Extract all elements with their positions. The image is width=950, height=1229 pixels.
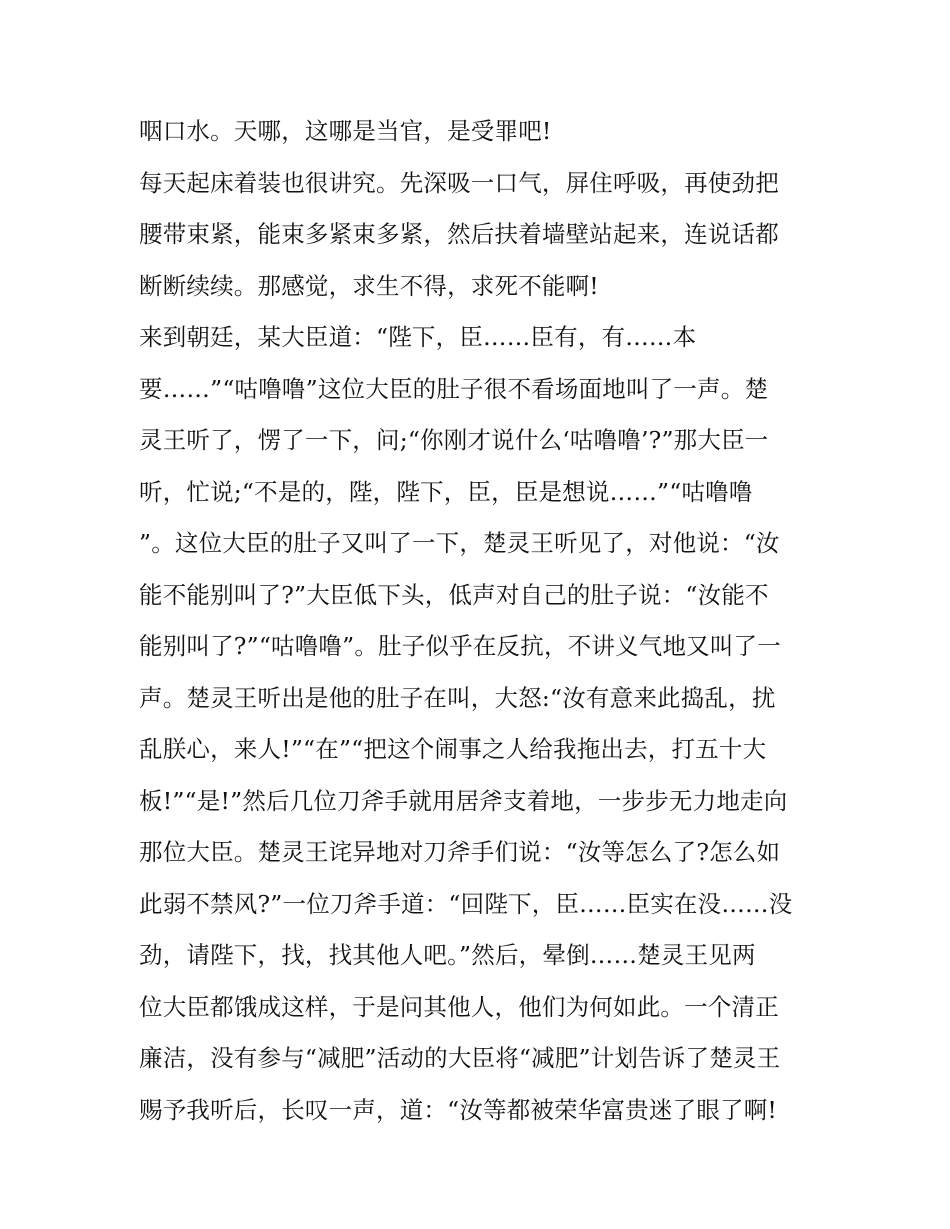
text-line: 每天起床着装也很讲究。先深吸一口气，屏住呼吸，再使劲把 <box>139 168 779 197</box>
text-line: 断断续续。那感觉，求生不得，求死不能啊! <box>139 271 599 300</box>
text-line: 腰带束紧，能束多紧束多紧，然后扶着墙壁站起来，连说话都 <box>139 220 779 248</box>
text-line: 要……”“咕噜噜”这位大臣的肚子很不看场面地叫了一声。楚 <box>139 374 769 403</box>
text-line: 位大臣都饿成这样，于是问其他人，他们为何如此。一个清正 <box>139 992 779 1021</box>
text-line: 能不能别叫了?”大臣低下头，低声对自己的肚子说：“汝能不 <box>139 580 769 609</box>
body-text <box>139 106 829 1136</box>
text-line: 劲，请陛下，找，找其他人吧。”然后，晕倒……楚灵王见两 <box>139 941 756 969</box>
text-line: 乱朕心，来人!”“在”“把这个闹事之人给我拖出去，打五十大 <box>139 735 767 763</box>
text-line: 灵王听了，愣了一下，问;“你刚才说什么‘咕噜噜’?”那大臣一 <box>139 426 769 454</box>
text-line: ”。这位大臣的肚子又叫了一下，楚灵王听见了，对他说：“汝 <box>139 529 780 557</box>
text-line: 赐予我听后，长叹一声，道：“汝等都被荣华富贵迷了眼了啊! <box>139 1095 778 1124</box>
text-line: 听，忙说;“不是的，陛，陛下，臣，臣是想说……”“咕噜噜 <box>139 477 753 506</box>
text-line: 咽口水。天哪，这哪是当官，是受罪吧! <box>139 117 552 145</box>
text-line: 板!”“是!”然后几位刀斧手就用居斧支着地，一步步无力地走向 <box>139 786 788 815</box>
text-line: 那位大臣。楚灵王诧异地对刀斧手们说：“汝等怎么了?怎么如 <box>139 838 781 866</box>
text-line: 声。楚灵王听出是他的肚子在叫，大怒:“汝有意来此捣乱，扰 <box>139 683 776 712</box>
text-line: 廉洁，没有参与“减肥”活动的大臣将“减肥”计划告诉了楚灵王 <box>139 1044 781 1072</box>
text-line: 来到朝廷，某大臣道：“陛下，臣……臣有，有……本 <box>139 323 697 351</box>
text-line: 此弱不禁风?”一位刀斧手道：“回陛下，臣……臣实在没……没 <box>139 889 793 918</box>
text-line: 能别叫了?”“咕噜噜”。肚子似乎在反抗，不讲义气地又叫了一 <box>139 632 781 660</box>
